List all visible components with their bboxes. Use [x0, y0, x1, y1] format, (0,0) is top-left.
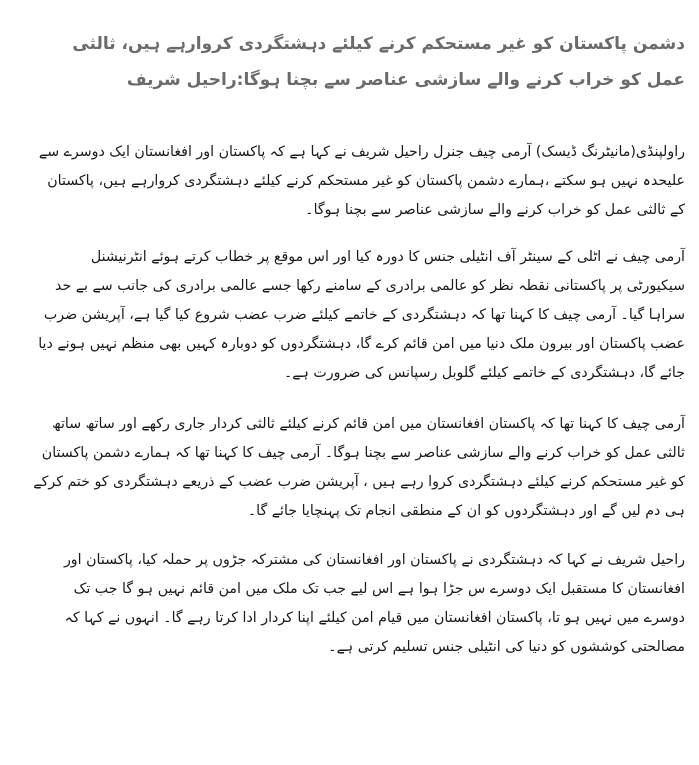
- article-paragraph: راولپنڈی(مانیٹرنگ ڈیسک) آرمی چیف جنرل راحیل شریف نے کہا ہے کہ پاکستان اور افغانستان ایک دوسرے سے علیحدہ نہیں ہو سکتے ،ہمارے دشمن پاکستان کو غیر مستحکم کرنے کیلئے دہشتگردی کروارہے ہیں، پاکستان کے ثالثی عمل کو خراب کرنے والے سازشی عناصر سے بچنا ہوگا۔: [38, 144, 685, 218]
- news-article: [30, 26, 685, 677]
- article-paragraph: راحیل شریف نے کہا کہ دہشتگردی نے پاکستان اور افغانستان کی مشترکہ جڑوں پر حملہ کیا، پاکستان اور افغانستان کا مستقبل ایک دوسرے س جڑا ہوا ہے اس لیے جب تک ملک میں امن قائم نہیں ہو گا جب تک دوسرے میں نہیں ہو تا، پاکستان افغانستان میں قیام امن کیلئے اپنا کردار ادا کرتا رہے گا۔ انہوں نے کہا کہ مصالحتی کوششوں کو دنیا کی انٹیلی جنس تسلیم کرتی ہے۔: [63, 552, 685, 655]
- article-headline: دشمن پاکستان کو غیر مستحکم کرنے کیلئے دہشتگردی کروارہے ہیں، ثالثی عمل کو خراب کرنے والے سازشی عناصر سے بچنا ہوگا:راحیل شریف: [72, 34, 685, 90]
- article-paragraph: آرمی چیف نے اٹلی کے سینٹر آف انٹیلی جنس کا دورہ کیا اور اس موقع پر خطاب کرتے ہوئے انٹرنیشنل سیکیورٹی پر پاکستانی نقطہ نظر کو عالمی برادری کے سامنے رکھا جسے عالمی برادری کی جانب سے بے حد سراہا گیا۔ آرمی چیف کا کہنا تھا کہ دہشتگردی کے خاتمے کیلئے ضرب عضب شروع کیا گیا ہے، آپریشن ضرب عضب پاکستان اور بیرون ملک دنیا میں امن قائم کرے گا، دہشتگردوں کو دوبارہ کہیں بھی منظم نہیں ہونے دیا جائے گا، دہشتگردی کے خاتمے کیلئے گلوبل رسپانس کی ضرورت ہے۔: [38, 249, 685, 381]
- article-paragraph: آرمی چیف کا کہنا تھا کہ پاکستان افغانستان میں امن قائم کرنے کیلئے ثالثی کردار جاری رکھے اور ساتھ ساتھ ثالثی عمل کو خراب کرنے والے سازشی عناصر سے بچنا ہوگا۔ آرمی چیف کا کہنا تھا کہ ہمارے دشمن پاکستان کو غیر مستحکم کرنے کیلئے دہشتگردی کروا رہے ہیں ، آپریشن ضرب عضب کے ذریعے دہشتگردی کو ختم کرکے ہی دم لیں گے اور دہشتگردوں کو ان کے منطقی انجام تک پہنچایا جائے گا۔: [33, 416, 685, 519]
